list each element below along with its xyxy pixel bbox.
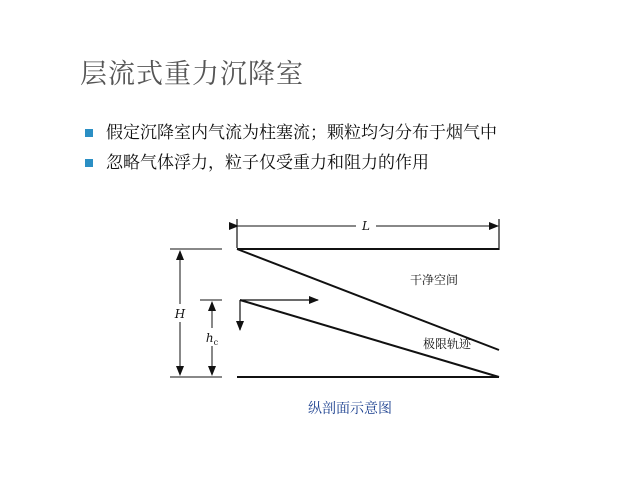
length-dimension bbox=[237, 219, 499, 250]
hc-dimension bbox=[200, 300, 222, 375]
bullet-text: 忽略气体浮力，粒子仅受重力和阻力的作用 bbox=[106, 153, 429, 173]
height-dimension bbox=[170, 249, 222, 377]
length-label: L bbox=[362, 219, 370, 233]
limit-trajectory-label: 极限轨迹 bbox=[423, 337, 472, 351]
bullet-text: 假定沉降室内气流为柱塞流；颗粒均匀分布于烟气中 bbox=[106, 123, 497, 143]
clean-space-label: 干净空间 bbox=[410, 273, 459, 287]
height-label: H bbox=[174, 307, 186, 321]
hc-label: $h_c$ bbox=[205, 331, 219, 347]
slide-title: 层流式重力沉降室 bbox=[80, 59, 304, 90]
diagram-caption: 纵剖面示意图 bbox=[308, 401, 392, 417]
